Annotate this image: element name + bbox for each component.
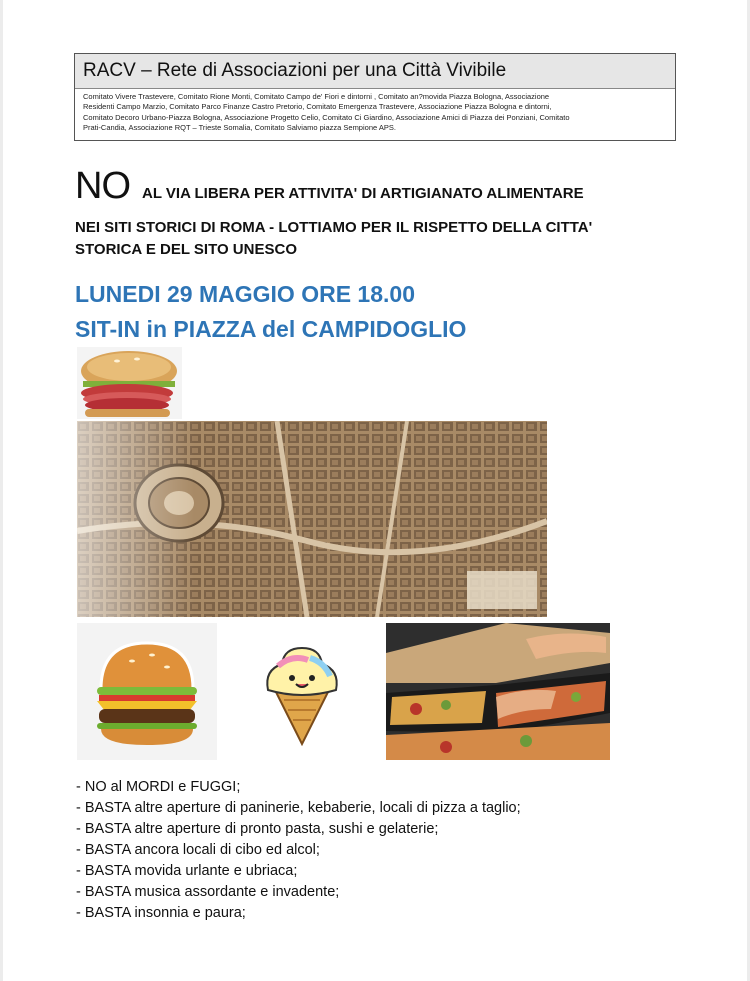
icecream-image bbox=[258, 640, 346, 746]
headline-no: NO bbox=[75, 165, 130, 207]
list-item: - BASTA altre aperture di pronto pasta, sushi e gelaterie; bbox=[76, 821, 439, 837]
list-item: - BASTA insonnia e paura; bbox=[76, 905, 246, 921]
sandwich-image bbox=[77, 347, 182, 419]
header-title-bar bbox=[75, 54, 675, 89]
sandwich-icon bbox=[77, 347, 182, 419]
ice-cream-icon bbox=[258, 640, 346, 746]
associations-line: Comitato Decoro Urbano-Piazza Bologna, Associazione Progetto Celio, Comitato Ci Giardino, Associazione Amici di Piazza dei Ponziani, Comitato bbox=[83, 112, 570, 122]
map-illustration bbox=[77, 421, 547, 617]
burger-image bbox=[77, 623, 217, 760]
headline-line1: AL VIA LIBERA PER ATTIVITA' DI ARTIGIANATO ALIMENTARE bbox=[142, 185, 584, 202]
list-item: - BASTA ancora locali di cibo ed alcol; bbox=[76, 842, 320, 858]
associations-line: Residenti Campo Marzio, Comitato Parco Finanze Castro Pretorio, Comitato Emergenza Trastevere, Associazione Piazza Bologna e dintorni, bbox=[83, 102, 552, 112]
list-item: - BASTA movida urlante e ubriaca; bbox=[76, 863, 298, 879]
associations-line: Comitato Vivere Trastevere, Comitato Rione Monti, Comitato Campo de' Fiori e dintorni , Comitato an?movida Piazza Bologna, Associazione bbox=[83, 92, 550, 101]
associations-list bbox=[75, 89, 675, 134]
pizza-tray-illustration bbox=[386, 623, 610, 760]
list-item: - NO al MORDI e FUGGI; bbox=[76, 779, 241, 795]
headline-continuation bbox=[75, 217, 695, 261]
associations-line: Prati-Candia, Associazione RQT – Trieste Somalia, Comitato Salviamo piazza Sempione APS. bbox=[83, 123, 396, 133]
event-place: SIT-IN in PIAZZA del CAMPIDOGLIO bbox=[75, 316, 467, 342]
bullet-list bbox=[76, 777, 521, 924]
hamburger-icon bbox=[77, 623, 217, 760]
pizza-image bbox=[386, 623, 610, 760]
headline-line3: STORICA E DEL SITO UNESCO bbox=[75, 241, 297, 258]
event-date: LUNEDI 29 MAGGIO ORE 18.00 bbox=[75, 281, 415, 307]
headline-line2: NEI SITI STORICI DI ROMA - LOTTIAMO PER IL RISPETTO DELLA CITTA' bbox=[75, 219, 593, 236]
list-item: - BASTA altre aperture di paninerie, kebaberie, locali di pizza a taglio; bbox=[76, 800, 521, 816]
list-item: - BASTA musica assordante e invadente; bbox=[76, 884, 340, 900]
rome-map-image bbox=[77, 421, 547, 617]
header-title: RACV – Rete di Associazioni per una Città Vivibile bbox=[83, 60, 507, 81]
headline-first-line bbox=[75, 165, 584, 208]
header-box bbox=[74, 53, 676, 141]
